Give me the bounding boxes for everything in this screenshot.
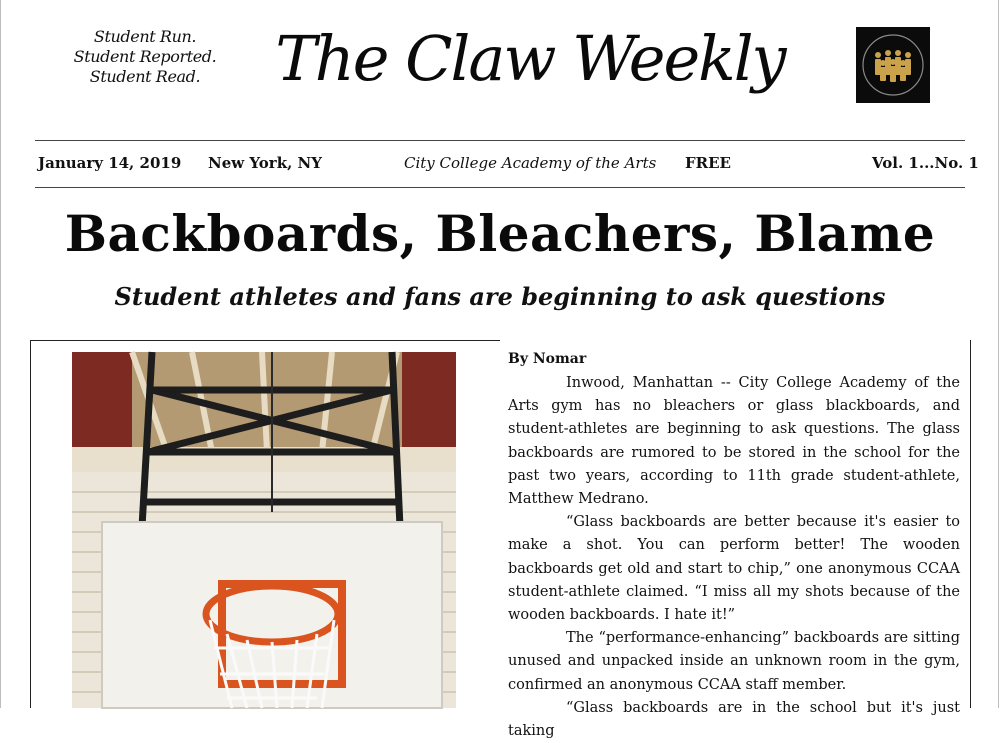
school-name: City College Academy of the Arts	[404, 154, 657, 172]
issue-city: New York, NY	[208, 154, 322, 172]
article-frame-right	[970, 340, 971, 708]
motto-line: Student Read.	[89, 67, 201, 86]
page-edge-left	[0, 0, 1, 708]
masthead-motto	[70, 27, 220, 87]
newspaper-title: The Claw Weekly	[275, 22, 785, 95]
article-paragraph: Inwood, Manhattan -- City College Academy of the Arts gym has no bleachers or glass blackboards, and student-athletes are beginning to ask questions. The glass backboards are rumored to be stored in the school for the past two years, according to 11th grade student-athlete, Matthew Medrano.	[508, 375, 960, 508]
article-subhead: Student athletes and fans are beginning to ask questions	[114, 282, 886, 311]
motto-line: Student Reported.	[73, 47, 217, 66]
article-byline: By Nomar	[508, 351, 587, 367]
article-paragraph: “Glass backboards are better because it's easier to make a shot. You can perform better! The wooden backboards get old and start to chip,” one anonymous CCAA student-athlete claimed. “I miss all my shots because of the wooden backboards. I hate it!”	[508, 514, 960, 624]
article-headline: Backboards, Bleachers, Blame	[64, 204, 936, 263]
basketball-hoop-photo	[72, 352, 456, 708]
dateline-rule-top	[35, 140, 965, 141]
article-frame-left	[30, 340, 31, 708]
article-frame-top	[30, 340, 500, 341]
article-paragraph: The “performance-enhancing” backboards are sitting unused and unpacked inside an unknown room in the gym, confirmed an anonymous CCAA staff member.	[508, 630, 960, 693]
dateline-rule-bottom	[35, 187, 965, 188]
issue-date: January 14, 2019	[38, 154, 182, 172]
motto-line: Student Run.	[93, 27, 197, 46]
people-figures-logo-icon	[856, 27, 930, 103]
page-edge-right	[998, 0, 999, 708]
article-paragraph: “Glass backboards are in the school but it's just taking	[508, 699, 960, 740]
issue-volume: Vol. 1...No. 1	[872, 154, 979, 172]
issue-price: FREE	[685, 154, 731, 172]
article-body	[508, 372, 960, 743]
